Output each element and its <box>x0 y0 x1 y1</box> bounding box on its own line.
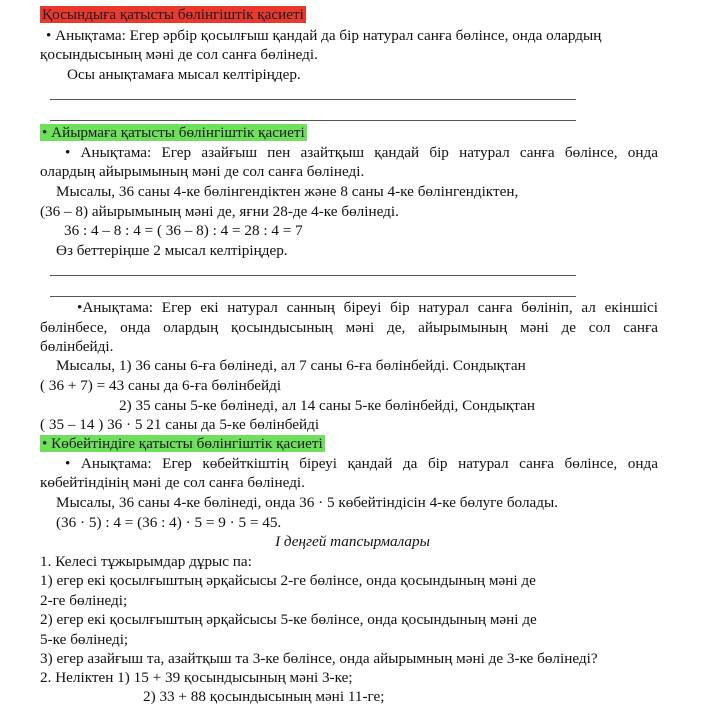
section1-definition-line2: қосындысының мәні де сол санға бөлінеді. <box>40 46 318 63</box>
section2-task: Өз беттеріңше 2 мысал келтіріңдер. <box>56 242 288 259</box>
section3-example-line3: 2) 35 саны 5-ке бөлінеді, ал 14 саны 5-ке бөлінбейді, Сондықтан <box>119 397 536 414</box>
section2-definition-line2: олардың айырымының мәні де сол санға бөлінеді. <box>40 163 365 180</box>
task-item-1-1a: 1) егер екі қосылғыштың әрқайсысы 2-ге бөлінсе, онда қосындының мәні де <box>40 572 536 589</box>
section3-example-line2: ( 36 + 7) = 43 саны да 6-ға бөлінбейді <box>40 377 282 394</box>
task-question-2: 2. Неліктен 1) 15 + 39 қосындысының мәні 3-ке; <box>40 669 353 686</box>
section3-definition-line1: •Анықтама: Егер екі натурал санның біреуі бір натурал санға бөлініп, ал екіншісі <box>77 299 658 316</box>
section4-heading: • Көбейтіндіге қатысты бөлінгіштік қасиеті <box>42 435 323 452</box>
section4-definition-line1: • Анықтама: Егер көбейткіштің біреуі қандай да бір натурал санға бөлінсе, онда <box>65 455 658 472</box>
task-item-1-2a: 2) егер екі қосылғыштың әрқайсысы 5-ке бөлінсе, онда қосындының мәні де <box>40 611 537 628</box>
section2-formula: 36 : 4 – 8 : 4 = ( 36 – 8) : 4 = 28 : 4 = 7 <box>64 222 303 239</box>
section2-example-line2: (36 – 8) айырымының мәні де, яғни 28-де 4-ке бөлінеді. <box>40 203 399 220</box>
section3-definition-line2: бөлінбесе, онда олардың қосындысының мәні де, айырымының мәні де сол санға <box>40 319 658 336</box>
section2-heading: • Айырмаға қатысты бөлінгіштік қасиеті <box>42 124 305 141</box>
section4-definition-line2: көбейтіндінің мәні де сол санға бөлінеді. <box>40 474 305 491</box>
task-item-1-2b: 5-ке бөлінеді; <box>40 631 129 648</box>
answer-line <box>50 120 576 121</box>
task-item-1-3: 3) егер азайғыш та, азайтқыш та 3-ке бөлінсе, онда айырымның мәні де 3-ке бөлінеді? <box>40 650 598 667</box>
section1-task: Осы анықтамаға мысал келтіріңдер. <box>67 66 301 83</box>
answer-line <box>50 296 576 297</box>
section3-example-line4: ( 35 – 14 ) 36 · 5 21 саны да 5-ке бөлінбейді <box>40 416 320 433</box>
task-item-1-1b: 2-ге бөлінеді; <box>40 592 128 609</box>
task-item-2-2: 2) 33 + 88 қосындысының мәні 11-ге; <box>143 688 385 705</box>
section3-definition-line3: бөлінбейді. <box>40 338 114 355</box>
section4-example-line1: Мысалы, 36 саны 4-ке бөлінеді, онда 36 · 5 көбейтіндісін 4-ке бөлуге болады. <box>56 494 559 511</box>
section4-formula: (36 · 5) : 4 = (36 : 4) · 5 = 9 · 5 = 45. <box>56 514 282 531</box>
task-question-1: 1. Келесі тұжырымдар дұрыс па: <box>40 553 252 570</box>
section2-definition-line1: • Анықтама: Егер азайғыш пен азайтқыш қандай бір натурал санға бөлінсе, онда <box>65 144 658 161</box>
section1-definition-line1: • Анықтама: Егер әрбір қосылғыш қандай да бір натурал санға бөлінсе, онда олардың <box>46 27 602 44</box>
section2-example-line1: Мысалы, 36 саны 4-ке бөлінгендіктен және 8 саны 4-ке бөлінгендіктен, <box>56 183 519 200</box>
section1-heading: Қосындыға қатысты бөлінгіштік қасиеті <box>42 6 304 23</box>
answer-line <box>50 275 576 276</box>
section3-example-line1: Мысалы, 1) 36 саны 6-ға бөлінеді, ал 7 саны 6-ға бөлінбейді. Сондықтан <box>56 357 526 374</box>
answer-line <box>50 99 576 100</box>
tasks-heading: І деңгей тапсырмалары <box>275 533 430 550</box>
